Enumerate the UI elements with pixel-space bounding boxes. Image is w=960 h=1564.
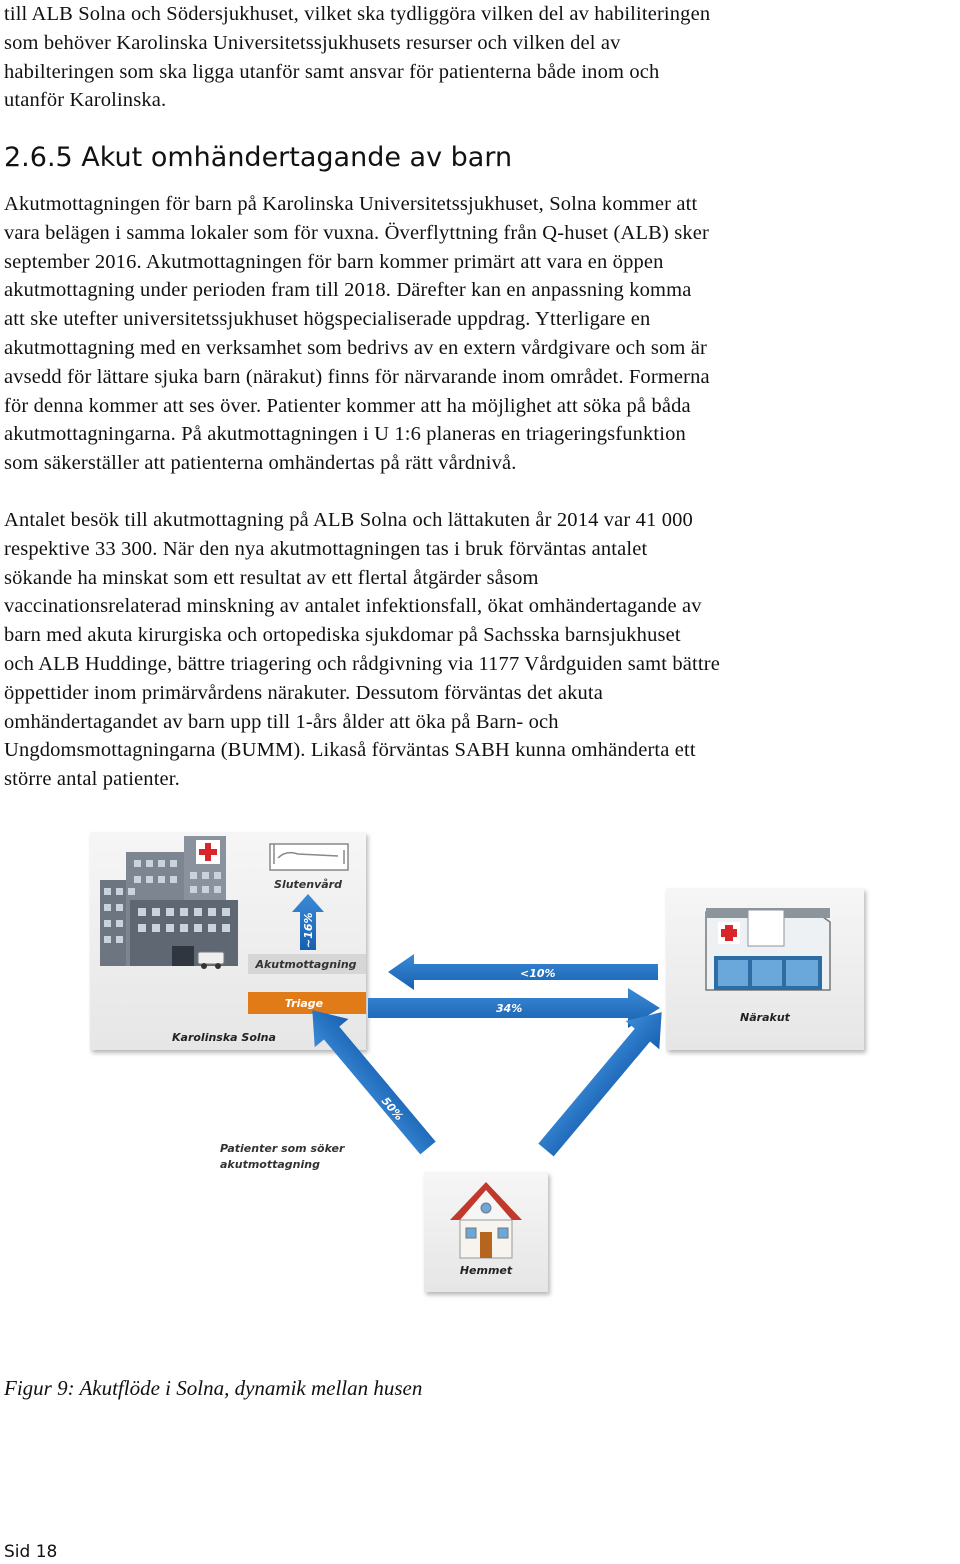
arrow-up-label: ~16%: [302, 912, 315, 948]
text-line: sökande ha minskat som ett resultat av ett flertal åtgärder såsom: [4, 566, 539, 589]
karolinska-solna-label: Karolinska Solna: [172, 1031, 276, 1044]
narakut-panel: [666, 888, 864, 1050]
slutenvard-label: Slutenvård: [274, 878, 342, 891]
hemmet-panel: [424, 1172, 548, 1292]
text-line: september 2016. Akutmottagningen för barn kommer primärt att vara en öppen: [4, 250, 664, 273]
text-line: respektive 33 300. När den nya akutmottagningen tas i bruk förväntas antalet: [4, 537, 648, 560]
text-line: öppettider inom primärvårdens närakuter. Dessutom förväntas det akuta: [4, 681, 603, 704]
text-line: habilteringen som ska ligga utanför samt ansvar för patienterna både inom och: [4, 60, 660, 83]
akutmottagning-label: Akutmottagning: [255, 958, 357, 971]
arrow-50-label: 50%: [378, 1094, 406, 1124]
text-line: större antal patienter.: [4, 768, 180, 791]
text-line: Ungdomsmottagningarna (BUMM). Likaså förväntas SABH kunna omhänderta ett: [4, 739, 696, 762]
text-line: Akutmottagningen för barn på Karolinska Universitetssjukhuset, Solna kommer att: [4, 193, 698, 215]
flow-diagram: [88, 830, 872, 1300]
text-line: för denna kommer att ses över. Patienter kommer att ha möjlighet att söka på båda: [4, 394, 691, 417]
arrow-34-label: 34%: [496, 1002, 523, 1015]
arrow-gt90-to-narakut: [529, 998, 678, 1164]
text-line: som behöver Karolinska Universitetssjukhusets resurser och vilken del av: [4, 31, 621, 54]
page-number: Sid 18: [4, 1542, 58, 1562]
triage-label: Triage: [284, 997, 324, 1010]
arrow-lt10-label: <10%: [520, 967, 556, 980]
patienter-label-line1: Patienter som söker: [220, 1142, 345, 1155]
text-line: vara belägen i samma lokaler som för vuxna. Överflyttning från Q-huset (ALB) sker: [4, 221, 709, 244]
paragraph-besok: [4, 506, 960, 794]
text-line: akutmottagning med en verksamhet som bedrivs av en extern vårdgivare och som är: [4, 336, 707, 359]
text-line: Antalet besök till akutmottagning på ALB Solna och lättakuten år 2014 var 41 000: [4, 509, 693, 531]
figure-caption: Figur 9: Akutflöde i Solna, dynamik mellan husen: [4, 1376, 423, 1400]
patienter-label-line2: akutmottagning: [220, 1158, 320, 1171]
text-line: avsedd för lättare sjuka barn (närakut) finns för närvarande inom området. Formerna: [4, 365, 710, 388]
text-line: vaccinationsrelaterad minskning av antalet infektionsfall, ökat omhändertagande av: [4, 595, 702, 618]
text-line: och ALB Huddinge, bättre triagering och rådgivning via 1177 Vårdguiden samt bättre: [4, 652, 720, 675]
clinic-icon: [706, 908, 830, 990]
hospital-bed-icon: [270, 844, 348, 870]
text-line: barn med akuta kirurgiska och ortopediska sjukdomar på Sachsska barnsjukhuset: [4, 624, 681, 647]
paragraph-akutmottagning: [4, 190, 960, 478]
text-line: omhändertagandet av barn upp till 1-års ålder att öka på Barn- och: [4, 710, 559, 733]
text-line: akutmottagning under perioden fram till 2018. Därefter kan en anpassning komma: [4, 279, 692, 302]
text-line: till ALB Solna och Södersjukhuset, vilket ska tydliggöra vilken del av habiliteringen: [4, 3, 711, 25]
section-heading: 2.6.5 Akut omhändertagande av barn: [4, 142, 513, 173]
text-line: akutmottagningarna. På akutmottagningen i U 1:6 planeras en triageringsfunktion: [4, 423, 686, 446]
narakut-label: Närakut: [740, 1011, 790, 1024]
hemmet-label: Hemmet: [459, 1264, 513, 1277]
text-line: att ske utefter universitetssjukhuset högspecialiserade uppdrag. Ytterligare en: [4, 308, 651, 331]
text-line: utanför Karolinska.: [4, 89, 167, 112]
arrow-gt90-label: > 90%: [600, 1091, 636, 1130]
arrow-50-to-karolinska: [295, 996, 444, 1162]
intro-paragraph: [4, 0, 960, 115]
text-line: som säkerställer att patienterna omhändertas på rätt vårdnivå.: [4, 452, 517, 475]
